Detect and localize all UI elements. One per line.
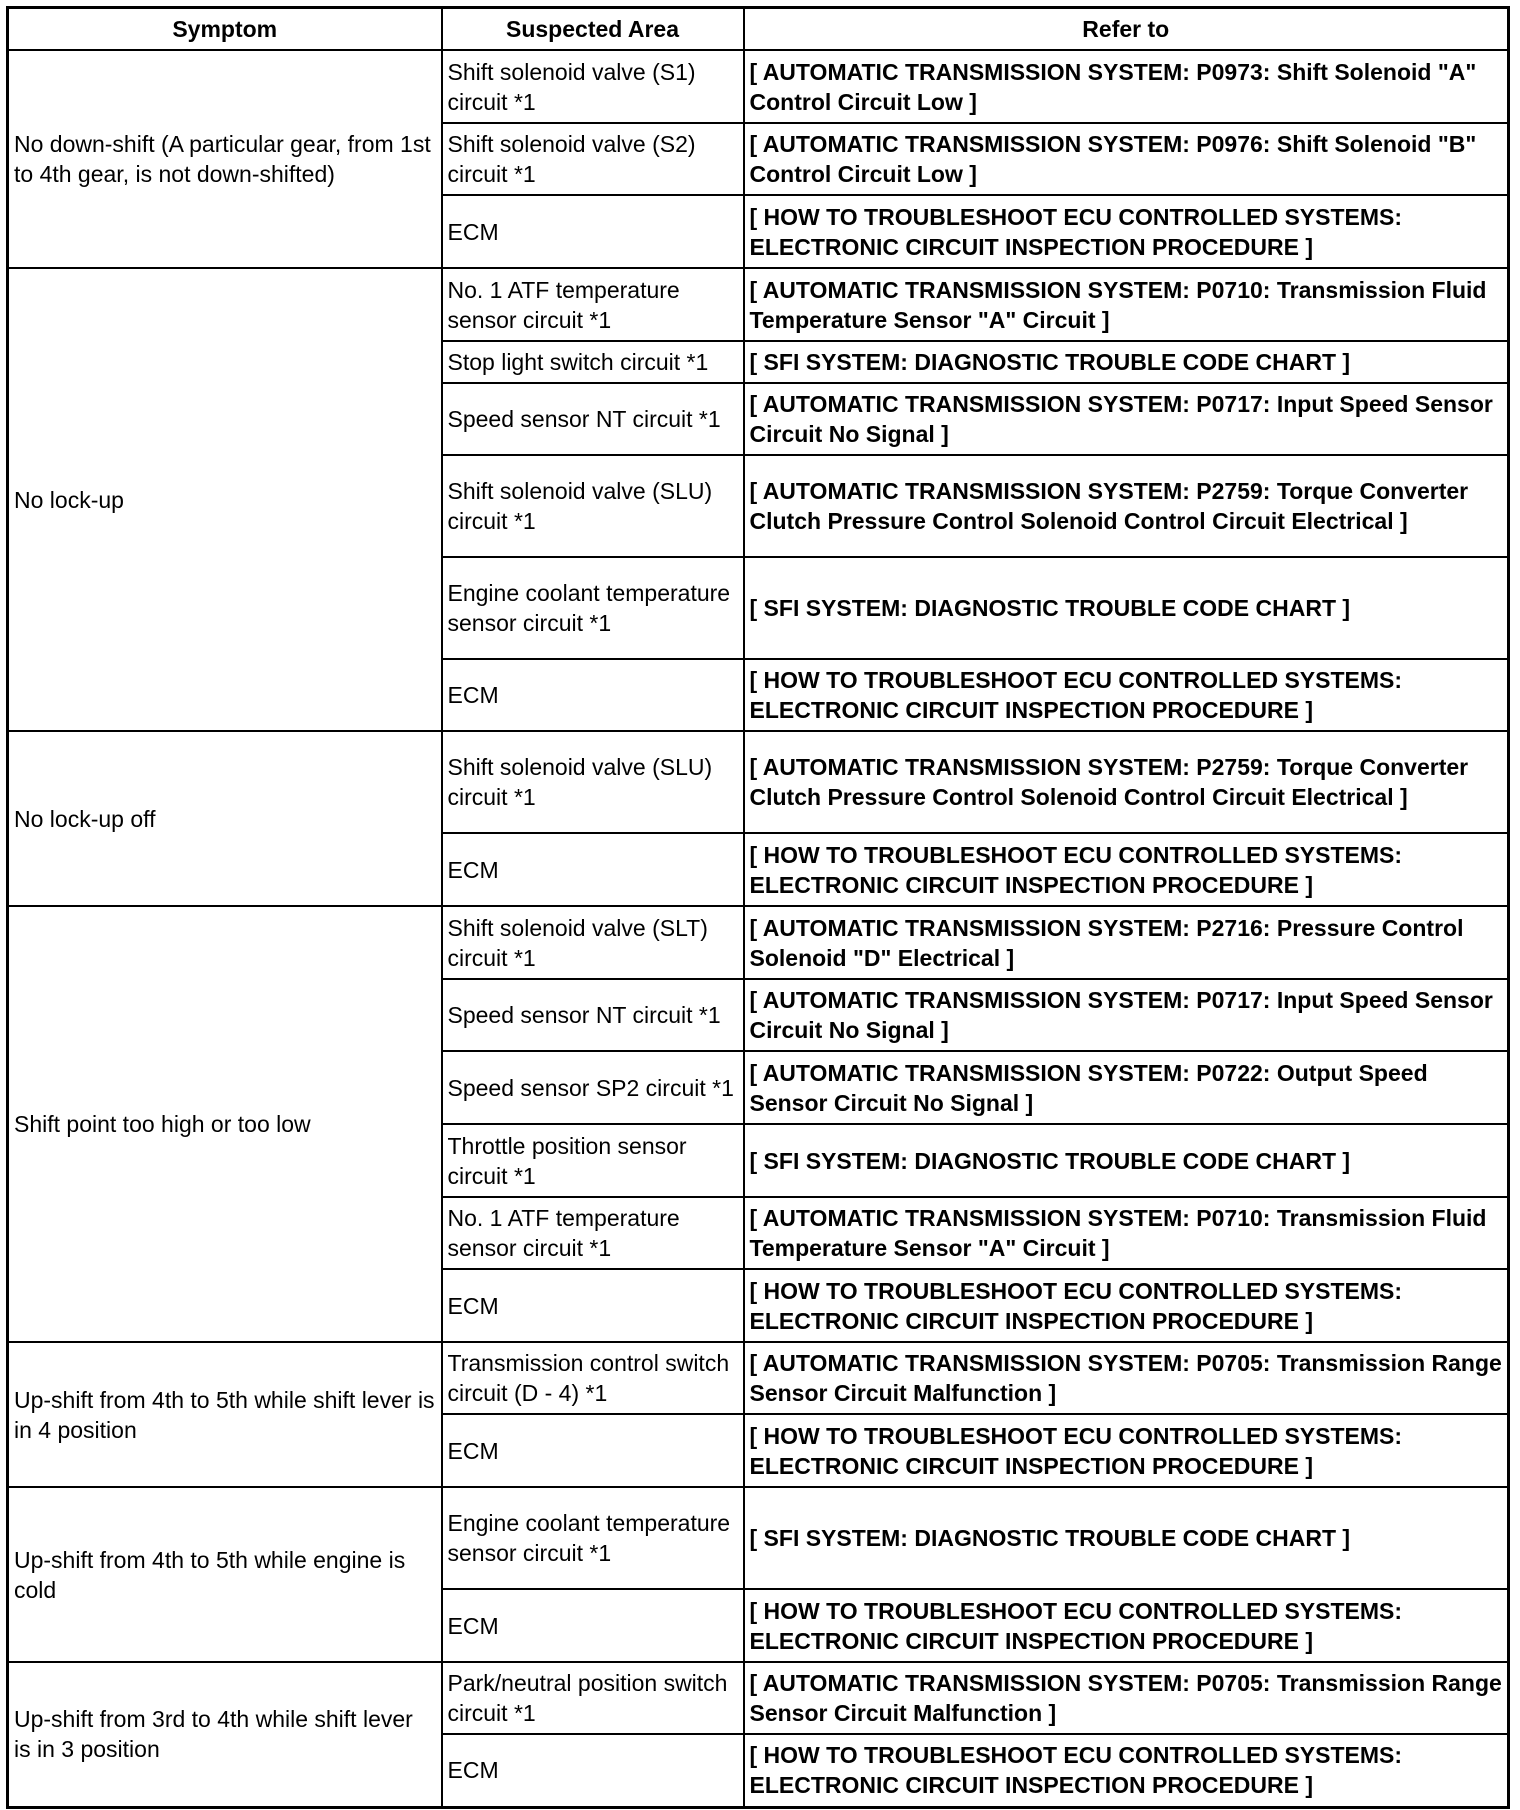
refer-to-link[interactable]: [ SFI SYSTEM: DIAGNOSTIC TROUBLE CODE CHART ]	[744, 1487, 1509, 1589]
suspected-area-cell: ECM	[442, 659, 744, 731]
suspected-area-cell: Engine coolant temperature sensor circuit *1	[442, 1487, 744, 1589]
refer-to-link[interactable]: [ AUTOMATIC TRANSMISSION SYSTEM: P0710: Transmission Fluid Temperature Sensor "A" Circuit ]	[744, 268, 1509, 341]
symptom-cell: No lock-up	[8, 268, 442, 731]
suspected-area-cell: Stop light switch circuit *1	[442, 341, 744, 383]
refer-to-link[interactable]: [ SFI SYSTEM: DIAGNOSTIC TROUBLE CODE CHART ]	[744, 1124, 1509, 1197]
refer-to-link[interactable]: [ AUTOMATIC TRANSMISSION SYSTEM: P0717: Input Speed Sensor Circuit No Signal ]	[744, 979, 1509, 1051]
suspected-area-cell: No. 1 ATF temperature sensor circuit *1	[442, 1197, 744, 1269]
refer-to-link[interactable]: [ HOW TO TROUBLESHOOT ECU CONTROLLED SYSTEMS: ELECTRONIC CIRCUIT INSPECTION PROCEDURE ]	[744, 195, 1509, 268]
suspected-area-cell: Throttle position sensor circuit *1	[442, 1124, 744, 1197]
header-row	[8, 8, 1509, 51]
symptom-cell: No down-shift (A particular gear, from 1st to 4th gear, is not down-shifted)	[8, 50, 442, 268]
suspected-area-cell: ECM	[442, 1734, 744, 1807]
suspected-area-cell: ECM	[442, 1589, 744, 1662]
suspected-area-cell: Shift solenoid valve (S1) circuit *1	[442, 50, 744, 123]
suspected-area-cell: No. 1 ATF temperature sensor circuit *1	[442, 268, 744, 341]
table-row	[8, 731, 1509, 833]
troubleshooting-table	[6, 6, 1510, 1809]
table-row	[8, 268, 1509, 341]
refer-to-link[interactable]: [ AUTOMATIC TRANSMISSION SYSTEM: P0722: Output Speed Sensor Circuit No Signal ]	[744, 1051, 1509, 1124]
table-row	[8, 1662, 1509, 1734]
suspected-area-cell: ECM	[442, 1269, 744, 1342]
header-suspected-area: Suspected Area	[442, 8, 744, 51]
header-refer-to: Refer to	[744, 8, 1509, 51]
refer-to-link[interactable]: [ AUTOMATIC TRANSMISSION SYSTEM: P0705: Transmission Range Sensor Circuit Malfunction ]	[744, 1662, 1509, 1734]
symptom-cell: Up-shift from 4th to 5th while engine is cold	[8, 1487, 442, 1662]
refer-to-link[interactable]: [ AUTOMATIC TRANSMISSION SYSTEM: P2716: Pressure Control Solenoid "D" Electrical ]	[744, 906, 1509, 979]
symptom-cell: Up-shift from 4th to 5th while shift lever is in 4 position	[8, 1342, 442, 1487]
refer-to-link[interactable]: [ HOW TO TROUBLESHOOT ECU CONTROLLED SYSTEMS: ELECTRONIC CIRCUIT INSPECTION PROCEDURE ]	[744, 1734, 1509, 1807]
refer-to-link[interactable]: [ AUTOMATIC TRANSMISSION SYSTEM: P0976: Shift Solenoid "B" Control Circuit Low ]	[744, 123, 1509, 195]
suspected-area-cell: Park/neutral position switch circuit *1	[442, 1662, 744, 1734]
refer-to-link[interactable]: [ AUTOMATIC TRANSMISSION SYSTEM: P2759: Torque Converter Clutch Pressure Control Solenoid Control Circuit Electrical ]	[744, 455, 1509, 557]
header-symptom: Symptom	[8, 8, 442, 51]
table-row	[8, 906, 1509, 979]
refer-to-link[interactable]: [ SFI SYSTEM: DIAGNOSTIC TROUBLE CODE CHART ]	[744, 341, 1509, 383]
table-row	[8, 50, 1509, 123]
refer-to-link[interactable]: [ HOW TO TROUBLESHOOT ECU CONTROLLED SYSTEMS: ELECTRONIC CIRCUIT INSPECTION PROCEDURE ]	[744, 1269, 1509, 1342]
symptom-cell: Up-shift from 3rd to 4th while shift lever is in 3 position	[8, 1662, 442, 1807]
refer-to-link[interactable]: [ AUTOMATIC TRANSMISSION SYSTEM: P0710: Transmission Fluid Temperature Sensor "A" Circuit ]	[744, 1197, 1509, 1269]
suspected-area-cell: Engine coolant temperature sensor circuit *1	[442, 557, 744, 659]
refer-to-link[interactable]: [ HOW TO TROUBLESHOOT ECU CONTROLLED SYSTEMS: ELECTRONIC CIRCUIT INSPECTION PROCEDURE ]	[744, 833, 1509, 906]
refer-to-link[interactable]: [ AUTOMATIC TRANSMISSION SYSTEM: P0973: Shift Solenoid "A" Control Circuit Low ]	[744, 50, 1509, 123]
symptom-cell: No lock-up off	[8, 731, 442, 906]
suspected-area-cell: Speed sensor SP2 circuit *1	[442, 1051, 744, 1124]
suspected-area-cell: ECM	[442, 833, 744, 906]
refer-to-link[interactable]: [ SFI SYSTEM: DIAGNOSTIC TROUBLE CODE CHART ]	[744, 557, 1509, 659]
suspected-area-cell: Shift solenoid valve (S2) circuit *1	[442, 123, 744, 195]
suspected-area-cell: Speed sensor NT circuit *1	[442, 383, 744, 455]
suspected-area-cell: Shift solenoid valve (SLU) circuit *1	[442, 455, 744, 557]
suspected-area-cell: Speed sensor NT circuit *1	[442, 979, 744, 1051]
suspected-area-cell: Shift solenoid valve (SLT) circuit *1	[442, 906, 744, 979]
table-body	[8, 50, 1509, 1807]
refer-to-link[interactable]: [ AUTOMATIC TRANSMISSION SYSTEM: P0705: Transmission Range Sensor Circuit Malfunction ]	[744, 1342, 1509, 1414]
suspected-area-cell: Shift solenoid valve (SLU) circuit *1	[442, 731, 744, 833]
table-row	[8, 1487, 1509, 1589]
refer-to-link[interactable]: [ AUTOMATIC TRANSMISSION SYSTEM: P0717: Input Speed Sensor Circuit No Signal ]	[744, 383, 1509, 455]
suspected-area-cell: ECM	[442, 195, 744, 268]
table-row	[8, 1342, 1509, 1414]
refer-to-link[interactable]: [ HOW TO TROUBLESHOOT ECU CONTROLLED SYSTEMS: ELECTRONIC CIRCUIT INSPECTION PROCEDURE ]	[744, 659, 1509, 731]
refer-to-link[interactable]: [ HOW TO TROUBLESHOOT ECU CONTROLLED SYSTEMS: ELECTRONIC CIRCUIT INSPECTION PROCEDURE ]	[744, 1414, 1509, 1487]
refer-to-link[interactable]: [ AUTOMATIC TRANSMISSION SYSTEM: P2759: Torque Converter Clutch Pressure Control Solenoid Control Circuit Electrical ]	[744, 731, 1509, 833]
refer-to-link[interactable]: [ HOW TO TROUBLESHOOT ECU CONTROLLED SYSTEMS: ELECTRONIC CIRCUIT INSPECTION PROCEDURE ]	[744, 1589, 1509, 1662]
suspected-area-cell: ECM	[442, 1414, 744, 1487]
suspected-area-cell: Transmission control switch circuit (D - 4) *1	[442, 1342, 744, 1414]
symptom-cell: Shift point too high or too low	[8, 906, 442, 1342]
